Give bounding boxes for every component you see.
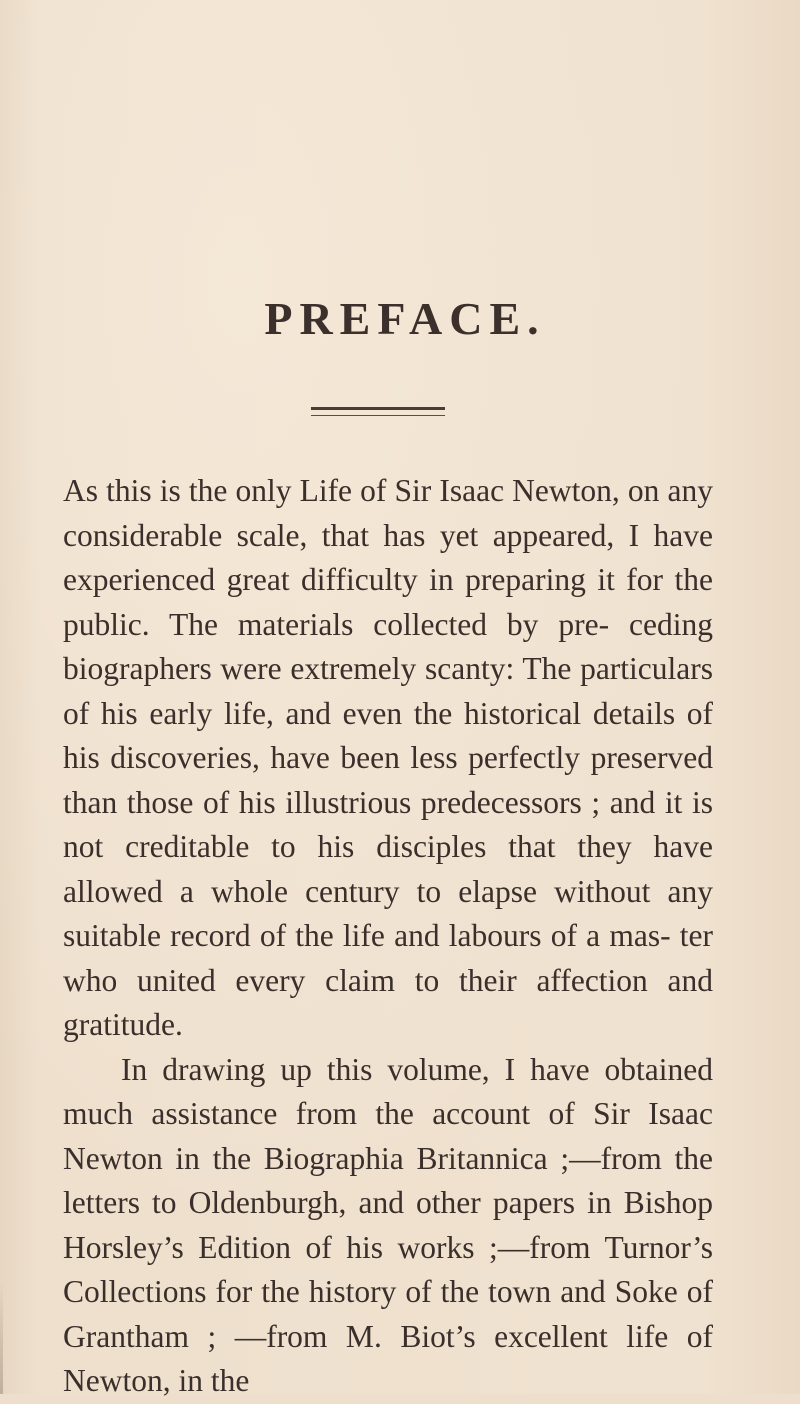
preface-body bbox=[63, 469, 713, 1404]
paragraph: In drawing up this volume, I have obtained much assistance from the account of Sir Isaac Newton in the Biographia Britannica ;—from the letters to Oldenburgh, and other papers in Bishop Horsley’s Edition of his works ;—from Turnor’s Collections for the history of the town and Soke of Grantham ; —from M. Biot’s excellent life of Newton, in the bbox=[63, 1051, 713, 1398]
title-rule-thin bbox=[311, 415, 445, 416]
title-rule-thick bbox=[311, 407, 445, 410]
page-title: PREFACE. bbox=[264, 293, 546, 344]
paragraph: As this is the only Life of Sir Isaac Newton, on any considerable scale, that has yet appeared, I have experienced great difficulty in preparing it for the public. The materials collected by pre- ceding biographers were extremely scanty: The particulars of his early life, and even the historical details of his discoveries, have been less perfectly preserved than those of his illustrious predecessors ; and it is not creditable to his disciples that they have allowed a whole century to elapse without any suitable record of the life and labours of a mas- ter who united every claim to their affection and gratitude. bbox=[63, 473, 713, 1042]
page-edge-shadow bbox=[0, 1280, 3, 1394]
